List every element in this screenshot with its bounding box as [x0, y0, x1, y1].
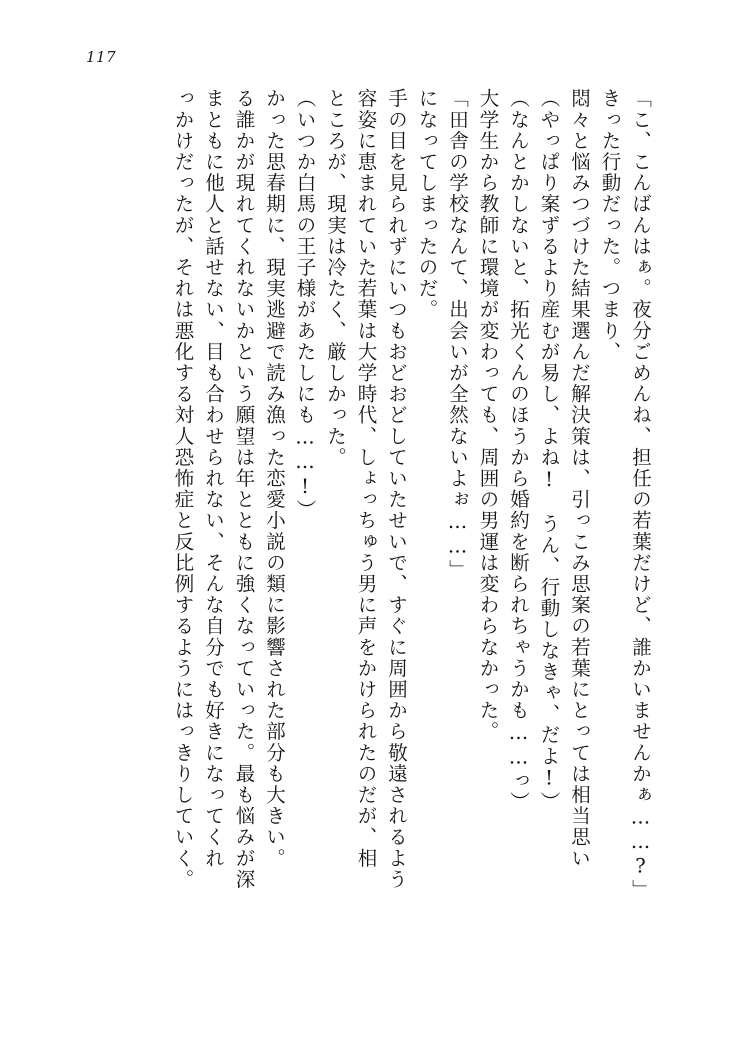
text-column: になってしまったのだ。: [415, 88, 439, 321]
text-column: きった行動だった。つまり、: [598, 88, 622, 363]
text-column: まともに他人と話せない、目も合わせられない、そんな自分でも好きになってくれ: [202, 88, 225, 869]
text-column: 容姿に恵まれていた若葉は大学時代、しょっちゅう男に声をかけられたのだが、相: [354, 88, 378, 869]
text-column: （いつか白馬の王子様があたしにも……!）: [293, 88, 317, 521]
text-column: （やっぱり案ずるより産むが易し、よね! うん、行動しなきゃ、だよ!）: [537, 88, 561, 813]
text-column: 悶々と悩みつづけた結果選んだ解決策は、引っこみ思案の若葉にとっては相当思い: [568, 88, 591, 869]
page-body-text: [162, 88, 650, 968]
page-number: 117: [86, 48, 117, 66]
text-column: （なんとかしないと、拓光くんのほうから婚約を断られちゃうかも……っ）: [507, 88, 530, 813]
text-column: かった思春期に、現実逃避で読み漁った恋愛小説の類に影響された部分も大きい。: [263, 88, 286, 869]
text-column: 「こ、こんばんはぁ。夜分ごめんね、担任の若葉だけど、誰かいませんかぁ……?」: [629, 88, 652, 901]
text-column: ところが、現実は冷たく、厳しかった。: [324, 88, 347, 468]
text-column: 手の目を見られずにいつもおどおどしていたせいで、すぐに周囲から敬遠されるよう: [385, 88, 408, 890]
text-column: 大学生から教師に環境が変わっても、周囲の男運は変わらなかった。: [476, 88, 500, 743]
text-column: る誰かが現れてくれないかという願望は年とともに強くなっていった。最も悩みが深: [232, 88, 256, 890]
text-column: っかけだったが、それは悪化する対人恐怖症と反比例するようにはっきりしていく。: [171, 88, 195, 890]
text-column: 「田舎の学校なんて、出会いが全然ないよぉ……」: [446, 88, 469, 581]
